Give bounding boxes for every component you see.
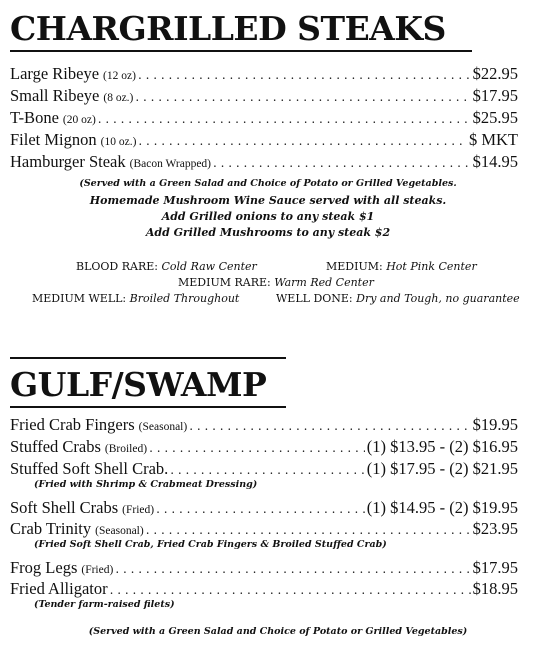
item-price: $23.95 xyxy=(472,519,518,538)
item-price: $25.95 xyxy=(472,108,518,127)
item-price: $17.95 xyxy=(472,86,518,105)
item-name: T-Bone xyxy=(10,108,59,127)
item-name: Soft Shell Crabs xyxy=(10,498,119,517)
dot-leader xyxy=(189,417,470,435)
fried-alligator-description: (Tender farm-raised filets) xyxy=(34,599,175,610)
dot-leader xyxy=(98,110,471,128)
steaks-section-title: CHARGRILLED STEAKS xyxy=(10,9,446,48)
stuffed-soft-shell-crab-description: (Fried with Shrimp & Crabmeat Dressing) xyxy=(34,479,258,490)
doneness-label: MEDIUM WELL: xyxy=(32,292,127,305)
menu-item-filet-mignon xyxy=(10,131,518,151)
doneness-label: BLOOD RARE: xyxy=(76,260,158,273)
dot-leader xyxy=(115,560,470,578)
crab-trinity-description: (Fried Soft Shell Crab, Fried Crab Fingers & Broiled Stuffed Crab) xyxy=(34,539,387,550)
item-price: $22.95 xyxy=(472,64,518,83)
doneness-medium xyxy=(326,260,477,273)
item-qualifier: (8 oz.) xyxy=(103,92,134,104)
dot-leader xyxy=(146,521,471,539)
menu-item-stuffed-soft-shell-crab xyxy=(10,460,518,479)
doneness-blood-rare xyxy=(76,260,257,273)
item-name: Large Ribeye xyxy=(10,64,100,83)
doneness-desc: Warm Red Center xyxy=(274,276,374,289)
menu-item-hamburger-steak xyxy=(10,153,518,173)
gulf-served-with-note: (Served with a Green Salad and Choice of Potato or Grilled Vegetables) xyxy=(88,626,468,637)
item-name: Filet Mignon xyxy=(10,130,97,149)
dot-leader xyxy=(170,461,364,479)
doneness-well-done xyxy=(276,292,520,305)
item-qualifier: (Bacon Wrapped) xyxy=(129,158,212,170)
item-price: $18.95 xyxy=(472,579,518,598)
item-name: Hamburger Steak xyxy=(10,152,126,171)
grilled-mushrooms-note: Add Grilled Mushrooms to any steak $2 xyxy=(145,226,391,239)
item-price: $17.95 xyxy=(472,558,518,577)
menu-item-fried-alligator xyxy=(10,580,518,599)
menu-item-stuffed-crabs xyxy=(10,438,518,458)
menu-item-small-ribeye xyxy=(10,87,518,107)
menu-item-t-bone xyxy=(10,109,518,129)
item-name: Fried Alligator xyxy=(10,579,108,598)
menu-item-soft-shell-crabs xyxy=(10,499,518,519)
item-price: (1) $13.95 - (2) $16.95 xyxy=(366,437,518,456)
gulf-title-rule xyxy=(10,406,286,408)
item-name: Stuffed Crabs xyxy=(10,437,101,456)
doneness-desc: Cold Raw Center xyxy=(161,260,257,273)
gulf-section-title: GULF/SWAMP xyxy=(10,365,267,404)
dot-leader xyxy=(138,132,467,150)
item-name: Fried Crab Fingers xyxy=(10,415,135,434)
menu-item-fried-crab-fingers xyxy=(10,416,518,436)
item-name: Stuffed Soft Shell Crab. xyxy=(10,459,169,478)
doneness-medium-rare xyxy=(178,276,374,289)
steaks-title-rule xyxy=(10,50,472,52)
mushroom-sauce-note: Homemade Mushroom Wine Sauce served with all steaks. xyxy=(89,194,447,207)
item-qualifier: (Fried) xyxy=(122,504,155,516)
dot-leader xyxy=(156,500,365,518)
item-price: $ MKT xyxy=(468,130,518,149)
doneness-medium-well xyxy=(32,292,239,305)
dot-leader xyxy=(138,66,471,84)
item-qualifier: (10 oz.) xyxy=(100,136,137,148)
dot-leader xyxy=(135,88,470,106)
menu-item-large-ribeye xyxy=(10,65,518,85)
menu-item-frog-legs xyxy=(10,559,518,579)
doneness-desc: Broiled Throughout xyxy=(129,292,240,305)
item-name: Crab Trinity xyxy=(10,519,92,538)
steaks-served-with-note: (Served with a Green Salad and Choice of Potato or Grilled Vegetables. xyxy=(79,178,457,189)
doneness-desc: Hot Pink Center xyxy=(386,260,477,273)
grilled-onions-note: Add Grilled onions to any steak $1 xyxy=(161,210,375,223)
dot-leader xyxy=(110,581,471,599)
doneness-label: WELL DONE: xyxy=(276,292,353,305)
item-price: (1) $17.95 - (2) $21.95 xyxy=(366,459,518,478)
item-qualifier: (12 oz) xyxy=(103,70,136,82)
item-price: $19.95 xyxy=(472,415,518,434)
item-price: (1) $14.95 - (2) $19.95 xyxy=(366,498,518,517)
doneness-label: MEDIUM: xyxy=(326,260,383,273)
item-qualifier: (Fried) xyxy=(81,564,114,576)
item-name: Frog Legs xyxy=(10,558,78,577)
item-qualifier: (Seasonal) xyxy=(138,421,188,433)
menu-item-crab-trinity xyxy=(10,520,518,540)
item-name: Small Ribeye xyxy=(10,86,100,105)
doneness-desc: Dry and Tough, no guarantee xyxy=(356,292,520,305)
dot-leader xyxy=(149,439,365,457)
dot-leader xyxy=(213,154,471,172)
item-qualifier: (20 oz) xyxy=(62,114,96,126)
item-price: $14.95 xyxy=(472,152,518,171)
gulf-top-rule xyxy=(10,357,286,359)
doneness-label: MEDIUM RARE: xyxy=(178,276,271,289)
item-qualifier: (Seasonal) xyxy=(95,525,144,537)
item-qualifier: (Broiled) xyxy=(104,443,148,455)
